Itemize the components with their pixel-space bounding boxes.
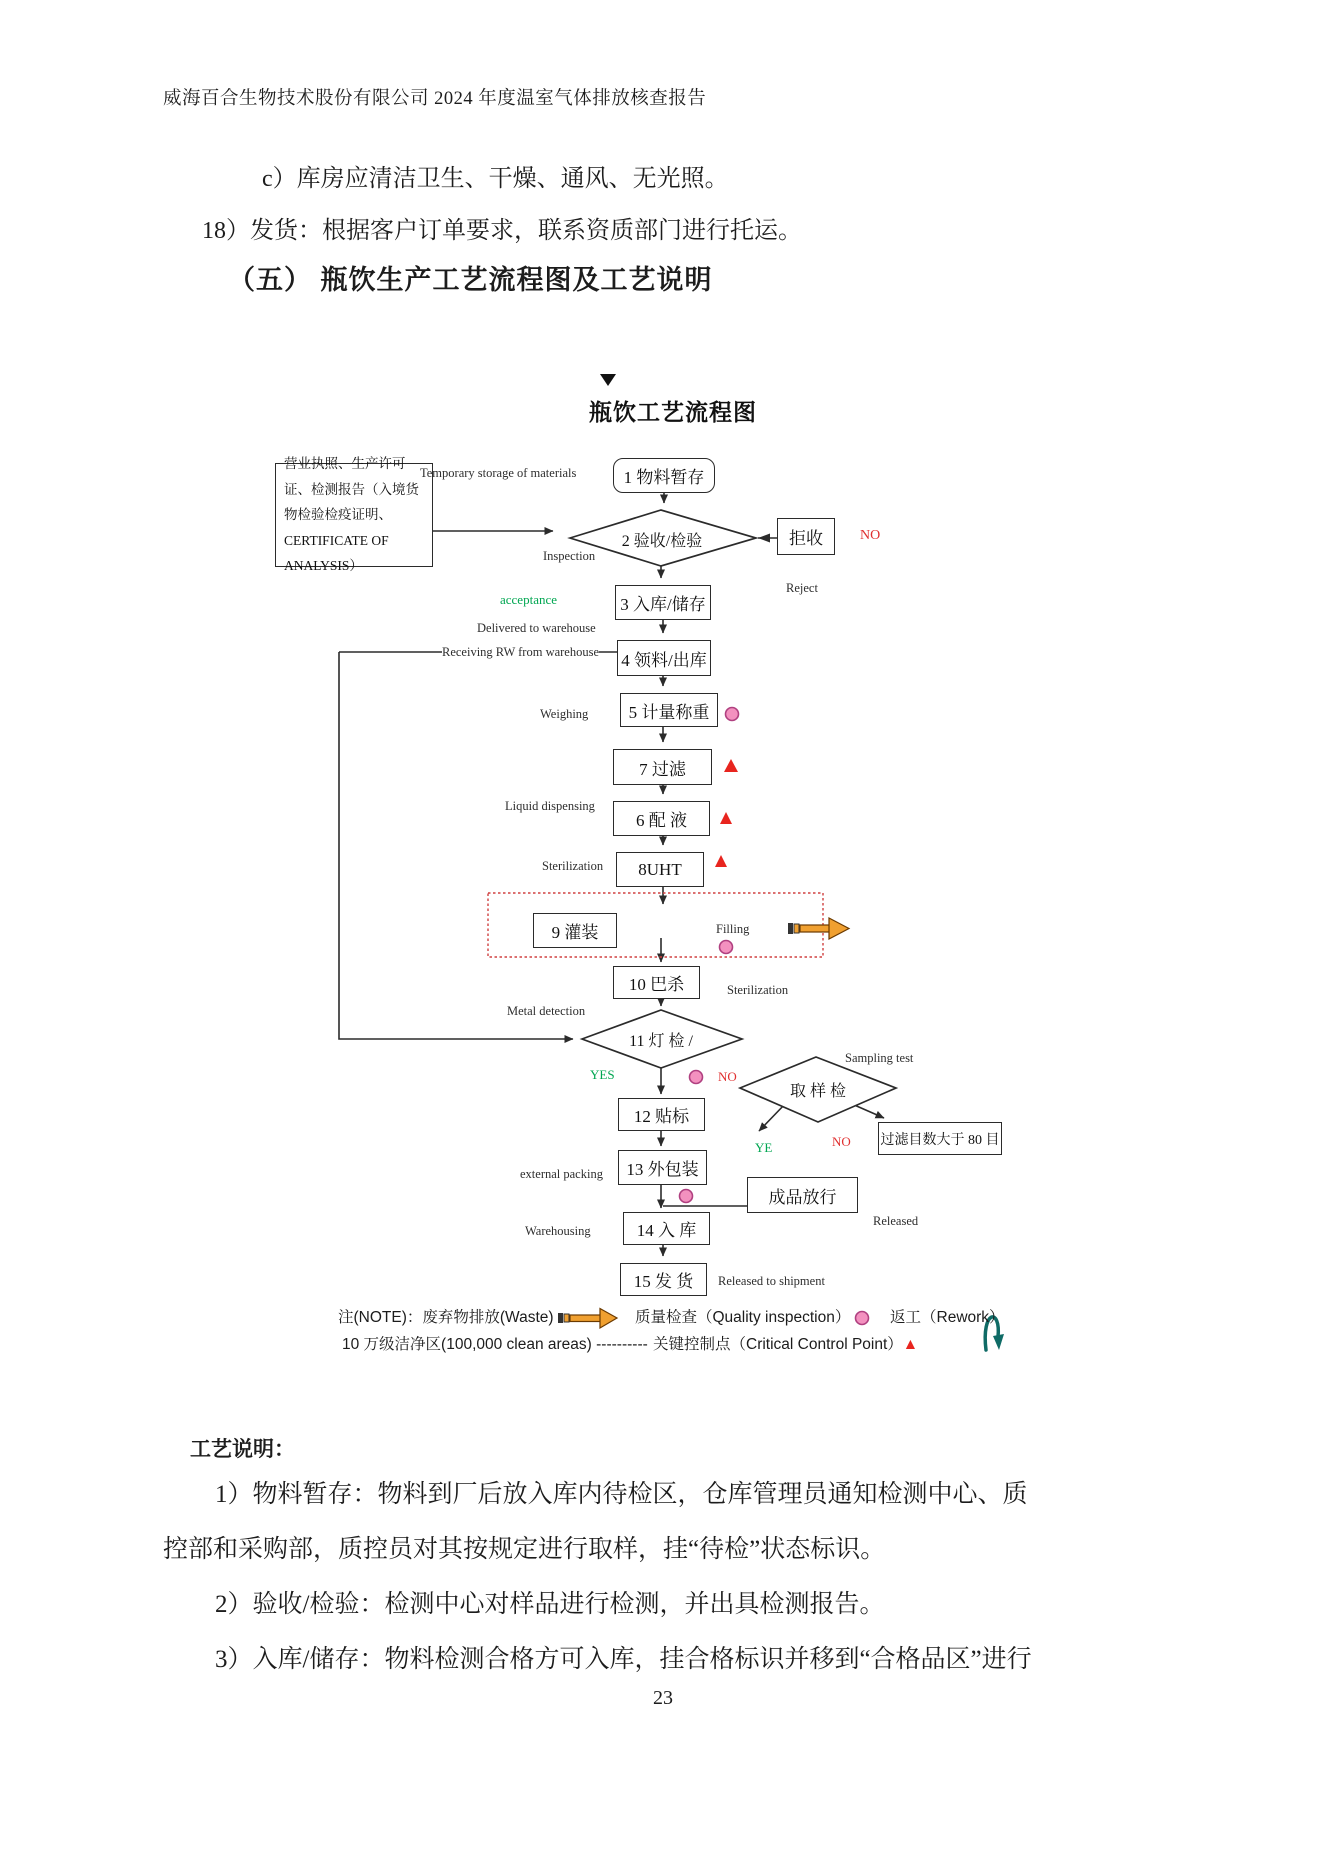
label-warehousing: Warehousing — [525, 1224, 591, 1238]
flowchart-title: 瓶饮工艺流程图 — [589, 400, 757, 425]
quality-circle-icon — [720, 941, 733, 954]
label-metal-detection: Metal detection — [507, 1004, 586, 1018]
node-product-release: 成品放行 — [747, 1177, 858, 1213]
node-warehousing: 14 入 库 — [623, 1212, 710, 1245]
node-weighing: 5 计量称重 — [620, 693, 718, 727]
label-no-reject: NO — [860, 528, 881, 543]
label-sampling-test: Sampling test — [845, 1051, 914, 1065]
label-sterilization-1: Sterilization — [542, 859, 604, 873]
process-description-title: 工艺说明： — [190, 1438, 295, 1461]
label-reject-en: Reject — [786, 581, 818, 595]
label-temp-storage: Temporary storage of materials — [420, 466, 577, 480]
quality-circle-icon — [680, 1190, 693, 1203]
label-filling: Filling — [716, 922, 750, 936]
node-filling: 9 灌装 — [533, 913, 617, 948]
node-liquid-dispensing: 6 配 液 — [613, 801, 710, 836]
label-no-lightcheck: NO — [718, 1069, 737, 1084]
legend-quality-inspection: 质量检查（Quality inspection） — [635, 1309, 851, 1326]
node-reject: 拒收 — [777, 518, 835, 555]
label-released: Released — [873, 1214, 919, 1228]
label-no-sampling: NO — [832, 1134, 851, 1149]
node-filter-mesh-80: 过滤目数大于 80 目 — [878, 1122, 1002, 1155]
node-pasteurization: 10 巴杀 — [613, 966, 700, 999]
diamond-inspection-label: 2 验收/检验 — [621, 533, 703, 550]
label-external-packing: external packing — [520, 1167, 603, 1181]
node-license-docs: 营业执照、生产许可证、检测报告（入境货物检验检疫证明、CERTIFICATE OF ANALYSIS） — [275, 463, 433, 567]
description-line-3: 3）入库/储存：物料检测合格方可入库，挂合格标识并移到“合格品区”进行 — [215, 1646, 1032, 1673]
description-line-2: 2）验收/检验：检测中心对样品进行检测，并出具检测报告。 — [215, 1591, 885, 1618]
paragraph-18: 18）发货：根据客户订单要求，联系资质部门进行托运。 — [202, 218, 802, 244]
waste-arrow-legend-icon — [558, 1309, 617, 1329]
ccp-triangle-icon — [715, 855, 727, 867]
flow-start-marker-icon — [600, 374, 616, 386]
legend-rework: 返工（Rework） — [890, 1309, 1005, 1326]
section-title: （五） 瓶饮生产工艺流程图及工艺说明 — [228, 265, 713, 295]
label-liquid-dispensing: Liquid dispensing — [505, 799, 595, 813]
diamond-light-check-label: 11 灯 检 / — [629, 1033, 693, 1050]
waste-arrow-icon — [788, 918, 849, 939]
node-shipment: 15 发 货 — [620, 1263, 707, 1296]
legend-clean-area: 10 万级洁净区(100,000 clean areas) ---------- — [342, 1336, 648, 1353]
description-line-1b: 控部和采购部，质控员对其按规定进行取样，挂“待检”状态标识。 — [163, 1536, 886, 1563]
label-acceptance: acceptance — [500, 592, 558, 607]
legend-ccp-triangle-icon: ▲ — [902, 1336, 919, 1353]
flowchart — [0, 360, 1323, 1375]
page-header: 威海百合生物技术股份有限公司 2024 年度温室气体排放核查报告 — [163, 89, 707, 109]
ccp-triangle-icon — [720, 812, 732, 824]
node-filtration: 7 过滤 — [613, 749, 712, 785]
paragraph-c: c）库房应清洁卫生、干燥、通风、无光照。 — [262, 166, 729, 192]
label-released-to-shipment: Released to shipment — [718, 1274, 825, 1288]
label-receiving-rw: Receiving RW from warehouse — [442, 645, 600, 659]
label-delivered: Delivered to warehouse — [477, 621, 596, 635]
legend-ccp-text: 关键控制点（Critical Control Point） — [653, 1336, 903, 1353]
label-inspection: Inspection — [543, 549, 596, 563]
diamond-sampling-label: 取 样 检 — [789, 1083, 846, 1100]
label-ye: YE — [755, 1140, 773, 1155]
node-external-packing: 13 外包装 — [618, 1150, 707, 1185]
page-number: 23 — [653, 1687, 673, 1709]
label-weighing: Weighing — [540, 707, 589, 721]
description-line-1a: 1）物料暂存：物料到厂后放入库内待检区，仓库管理员通知检测中心、质 — [215, 1481, 1028, 1508]
legend-note-waste: 注(NOTE)：废弃物排放(Waste) — [338, 1309, 554, 1326]
quality-circle-icon — [690, 1071, 703, 1084]
node-material-temp-storage: 1 物料暂存 — [613, 458, 715, 493]
ccp-triangle-icon — [724, 759, 738, 772]
quality-circle-icon — [726, 708, 739, 721]
node-labeling: 12 贴标 — [618, 1098, 705, 1131]
node-uht: 8UHT — [616, 852, 704, 887]
node-warehouse-storage: 3 入库/储存 — [615, 585, 711, 620]
node-material-issue: 4 领料/出库 — [617, 640, 711, 676]
label-yes: YES — [590, 1067, 615, 1082]
quality-circle-legend-icon — [856, 1312, 869, 1325]
label-sterilization-2: Sterilization — [727, 983, 789, 997]
legend-critical-control-point — [653, 1332, 918, 1354]
